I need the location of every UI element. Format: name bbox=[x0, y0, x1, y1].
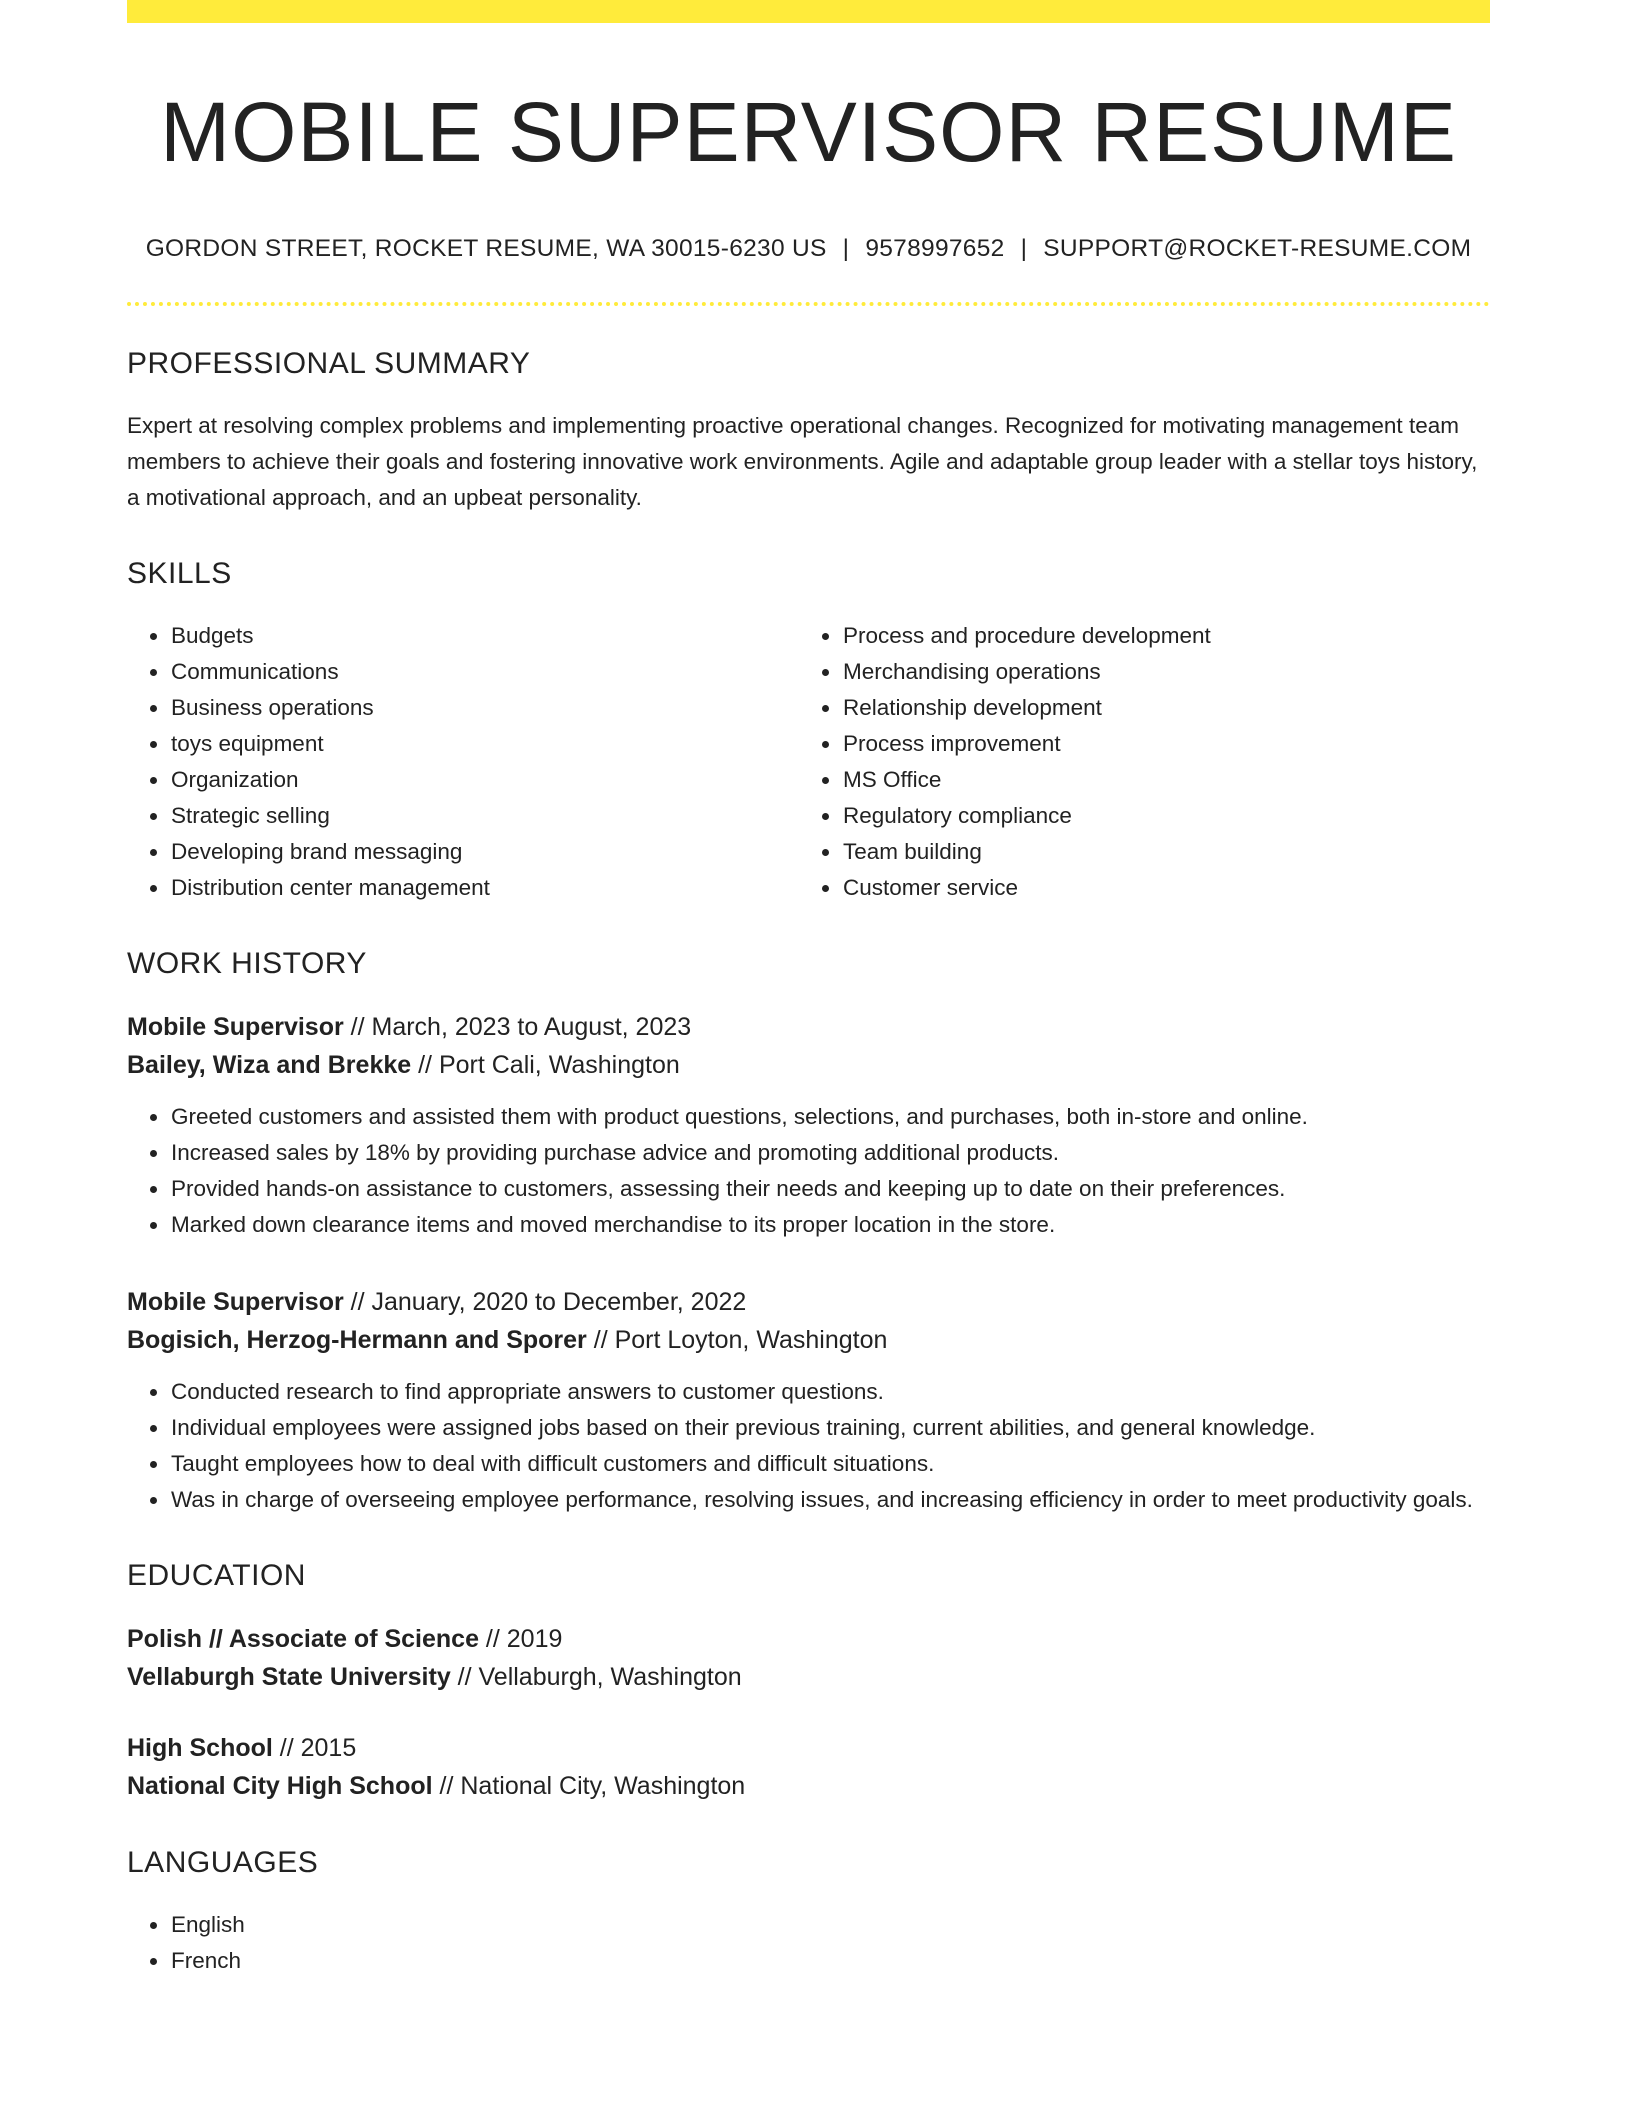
skill-item: • Developing brand messaging bbox=[170, 834, 799, 870]
education-entry bbox=[127, 1729, 1490, 1805]
resume-title: MOBILE SUPERVISOR RESUME bbox=[160, 85, 1457, 179]
skills-list-right bbox=[799, 618, 1471, 906]
skill-item: • Business operations bbox=[170, 690, 799, 726]
education-year: // 2019 bbox=[478, 1624, 563, 1653]
skill-item: • Customer service bbox=[842, 870, 1471, 906]
job-duties-list bbox=[127, 1374, 1490, 1518]
summary-text: Expert at resolving complex problems and implementing proactive operational changes. Recognized for motivating management team members to achieve their goals and fostering innovative work environments. Agile and adaptable group leader with a stellar toys history, a motivational approach, and an upbeat personality. bbox=[127, 412, 1478, 510]
education-school: Vellaburgh State University bbox=[127, 1662, 451, 1691]
job-duty: • Increased sales by 18% by providing purchase advice and promoting additional products. bbox=[170, 1135, 1490, 1171]
education-school: National City High School bbox=[127, 1771, 433, 1800]
skill-item: • Team building bbox=[842, 834, 1471, 870]
skill-item: • Regulatory compliance bbox=[842, 798, 1471, 834]
job-duty: • Marked down clearance items and moved merchandise to its proper location in the store. bbox=[170, 1207, 1490, 1243]
skill-item: • Process improvement bbox=[842, 726, 1471, 762]
job-duty: • Provided hands-on assistance to customers, assessing their needs and keeping up to date on their preferences. bbox=[170, 1171, 1490, 1207]
job-duty: • Conducted research to find appropriate answers to customer questions. bbox=[170, 1374, 1490, 1410]
job-duties-list bbox=[127, 1099, 1490, 1243]
skills-column-right bbox=[799, 618, 1471, 906]
skill-item: • Relationship development bbox=[842, 690, 1471, 726]
job-entry bbox=[127, 1008, 1490, 1243]
language-item: • English bbox=[170, 1907, 1490, 1943]
resume-page bbox=[127, 0, 1490, 1979]
skill-item: • Budgets bbox=[170, 618, 799, 654]
languages-list bbox=[127, 1907, 1490, 1979]
job-location: // Port Cali, Washington bbox=[411, 1050, 680, 1079]
contact-line bbox=[127, 234, 1490, 263]
job-company-line bbox=[127, 1046, 1490, 1084]
skill-item: • Organization bbox=[170, 762, 799, 798]
languages-heading: LANGUAGES bbox=[127, 1845, 319, 1879]
skill-item: • Merchandising operations bbox=[842, 654, 1471, 690]
job-duty: • Individual employees were assigned jobs based on their previous training, current abilities, and general knowledge. bbox=[170, 1410, 1490, 1446]
job-dates: // January, 2020 to December, 2022 bbox=[343, 1287, 747, 1316]
contact-address: GORDON STREET, ROCKET RESUME, WA 30015-6230 US bbox=[145, 235, 827, 263]
accent-top-bar bbox=[127, 0, 1490, 23]
skill-item: • Process and procedure development bbox=[842, 618, 1471, 654]
job-position: Mobile Supervisor bbox=[127, 1287, 344, 1316]
job-duty: • Taught employees how to deal with difficult customers and difficult situations. bbox=[170, 1446, 1490, 1482]
languages-block bbox=[127, 1907, 1490, 1979]
education-location: // Vellaburgh, Washington bbox=[450, 1662, 742, 1691]
contact-email: SUPPORT@ROCKET-RESUME.COM bbox=[1043, 235, 1472, 263]
skills-heading: SKILLS bbox=[127, 556, 232, 590]
job-location: // Port Loyton, Washington bbox=[586, 1325, 888, 1354]
skill-item: • Distribution center management bbox=[170, 870, 799, 906]
education-heading: EDUCATION bbox=[127, 1558, 306, 1592]
language-item: • French bbox=[170, 1943, 1490, 1979]
skill-item: • Communications bbox=[170, 654, 799, 690]
job-duty: • Was in charge of overseeing employee performance, resolving issues, and increasing efficiency in order to meet productivity goals. bbox=[170, 1482, 1490, 1518]
job-duty: • Greeted customers and assisted them with product questions, selections, and purchases, both in-store and online. bbox=[170, 1099, 1490, 1135]
skill-item: • toys equipment bbox=[170, 726, 799, 762]
education-location: // National City, Washington bbox=[432, 1771, 746, 1800]
work-history-heading: WORK HISTORY bbox=[127, 946, 367, 980]
job-title-line bbox=[127, 1283, 1490, 1321]
summary-heading: PROFESSIONAL SUMMARY bbox=[127, 346, 531, 380]
education-school-line bbox=[127, 1767, 1490, 1805]
job-title-line bbox=[127, 1008, 1490, 1046]
job-company: Bailey, Wiza and Brekke bbox=[127, 1050, 412, 1079]
skills-column-left bbox=[127, 618, 799, 906]
contact-separator: | bbox=[1020, 235, 1028, 263]
skills-columns bbox=[127, 618, 1490, 906]
skill-item: • Strategic selling bbox=[170, 798, 799, 834]
contact-phone: 9578997652 bbox=[865, 235, 1005, 263]
education-degree: High School bbox=[127, 1733, 273, 1762]
education-degree-line bbox=[127, 1729, 1490, 1767]
education-year: // 2015 bbox=[272, 1733, 357, 1762]
dotted-divider bbox=[127, 302, 1490, 306]
contact-separator: | bbox=[842, 235, 850, 263]
job-company-line bbox=[127, 1321, 1490, 1359]
job-position: Mobile Supervisor bbox=[127, 1012, 344, 1041]
education-entry bbox=[127, 1620, 1490, 1696]
job-dates: // March, 2023 to August, 2023 bbox=[343, 1012, 692, 1041]
education-degree: Polish // Associate of Science bbox=[127, 1624, 479, 1653]
education-degree-line bbox=[127, 1620, 1490, 1658]
job-company: Bogisich, Herzog-Hermann and Sporer bbox=[127, 1325, 587, 1354]
skills-list-left bbox=[127, 618, 799, 906]
education-school-line bbox=[127, 1658, 1490, 1696]
skill-item: • MS Office bbox=[842, 762, 1471, 798]
job-entry bbox=[127, 1283, 1490, 1518]
